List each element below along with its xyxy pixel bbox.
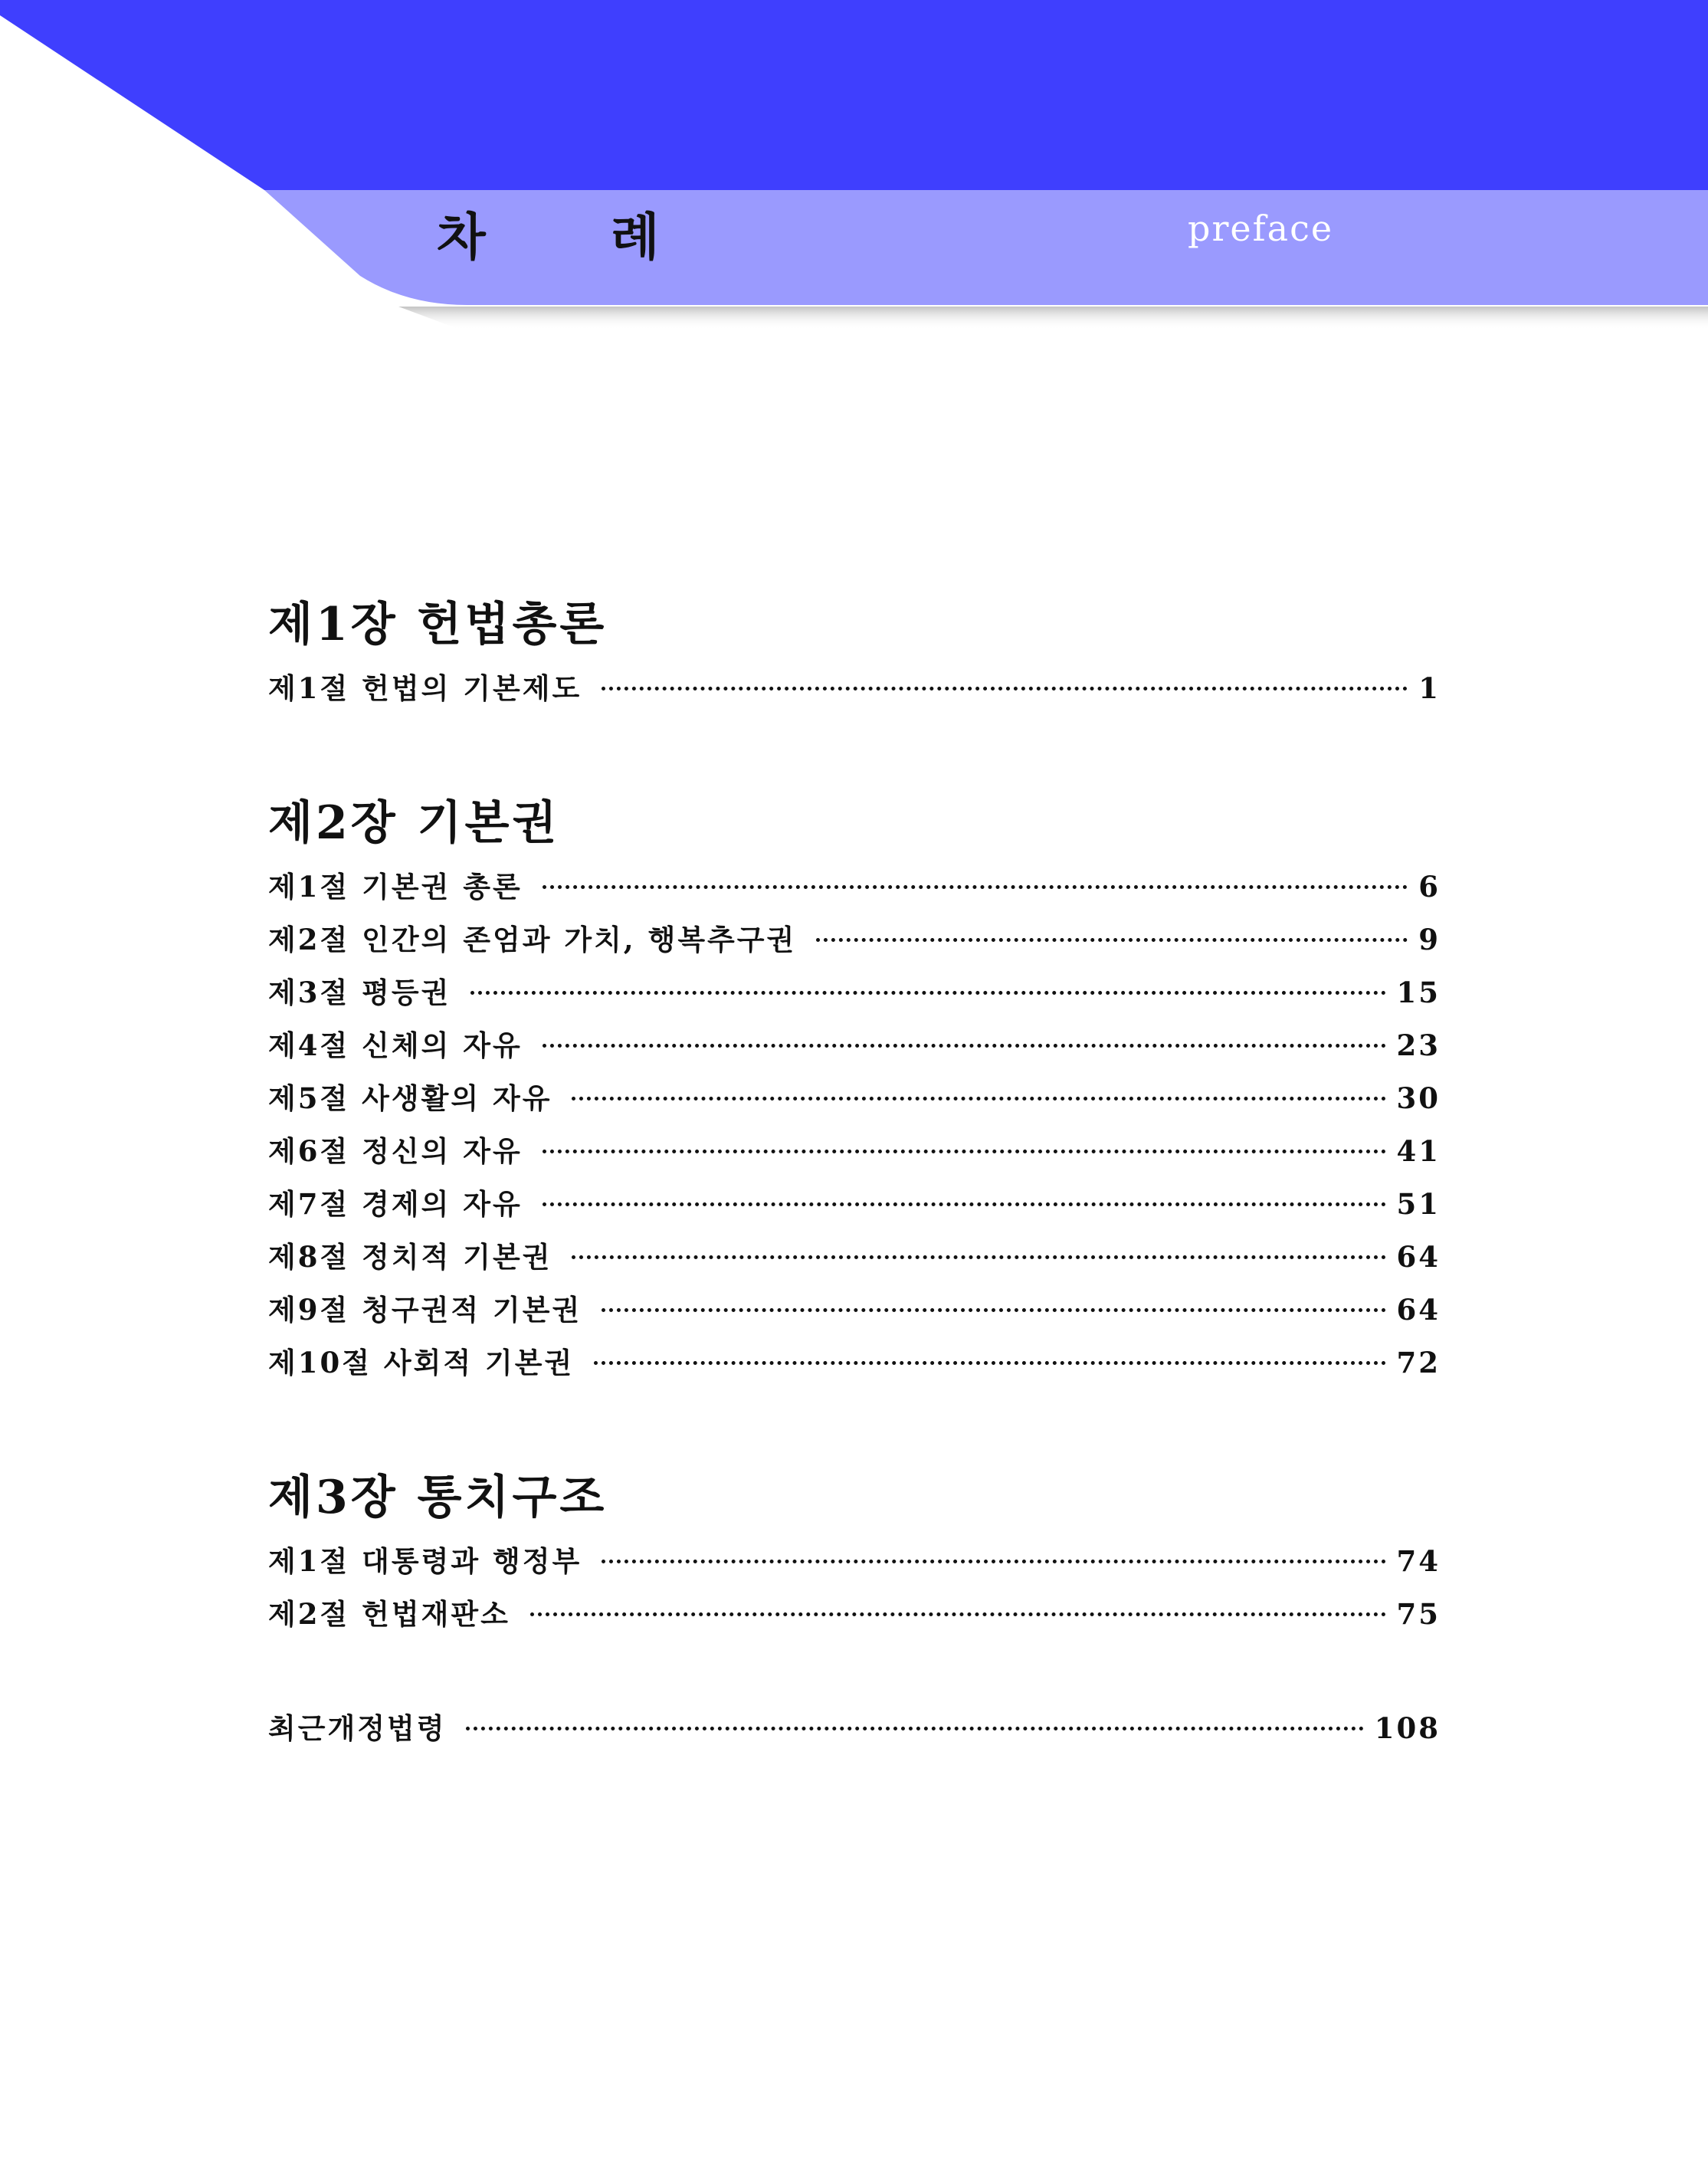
chapter-title[interactable]: 제2장 기본권 [268, 796, 560, 850]
toc-entry[interactable] [268, 1340, 1441, 1392]
toc-entry[interactable] [268, 1234, 1441, 1287]
entry-label: 제1절 기본권 총론 [268, 870, 523, 904]
page-number: 74 [1396, 1544, 1441, 1578]
page-number: 51 [1396, 1187, 1441, 1221]
entry-label: 제3절 평등권 [268, 976, 451, 1009]
dot-leader [543, 1044, 1386, 1048]
toc-entry[interactable] [268, 1128, 1441, 1181]
page-header [0, 0, 1708, 337]
toc-entry[interactable] [268, 665, 1441, 718]
table-of-contents [268, 590, 1441, 1758]
dot-leader [470, 991, 1385, 995]
dot-leader [543, 1202, 1386, 1206]
entry-label: 제2절 헌법재판소 [268, 1597, 510, 1631]
entry-label: 제4절 신체의 자유 [268, 1028, 523, 1062]
page-number: 9 [1418, 923, 1441, 956]
page-number: 41 [1396, 1134, 1441, 1168]
dot-leader [572, 1255, 1385, 1259]
toc-appendix-entry[interactable] [268, 1705, 1441, 1758]
dot-leader [602, 687, 1408, 691]
page-number: 1 [1418, 671, 1441, 705]
page-subtitle: preface [1188, 208, 1334, 249]
entry-label: 제8절 정치적 기본권 [268, 1240, 552, 1274]
entry-label: 제1절 헌법의 기본제도 [268, 671, 582, 705]
entry-label: 제9절 청구권적 기본권 [268, 1293, 582, 1327]
entry-label: 제5절 사생활의 자유 [268, 1081, 552, 1115]
dot-leader [543, 1150, 1386, 1153]
dot-leader [602, 1560, 1385, 1563]
page-number: 72 [1396, 1346, 1441, 1379]
page-number: 6 [1418, 870, 1441, 904]
toc-entry[interactable] [268, 1075, 1441, 1128]
dot-leader [816, 938, 1408, 942]
entry-label: 제2절 인간의 존엄과 가치, 행복추구권 [268, 923, 797, 956]
dot-leader [530, 1612, 1386, 1616]
page-title: 차 례 [437, 208, 713, 267]
page-number: 30 [1396, 1081, 1441, 1115]
toc-chapter [268, 1463, 1441, 1644]
dot-leader [594, 1361, 1385, 1365]
page-number: 108 [1374, 1711, 1441, 1745]
toc-entry[interactable] [268, 969, 1441, 1022]
page-number: 23 [1396, 1028, 1441, 1062]
header-band [0, 0, 1708, 337]
chapter-title[interactable]: 제3장 통치구조 [268, 1471, 608, 1524]
toc-chapter [268, 590, 1441, 718]
entry-label: 제10절 사회적 기본권 [268, 1346, 575, 1379]
entry-label: 제7절 경제의 자유 [268, 1187, 523, 1221]
dot-leader [602, 1308, 1385, 1312]
toc-entry[interactable] [268, 1538, 1441, 1591]
entry-label: 제1절 대통령과 행정부 [268, 1544, 582, 1578]
toc-entry[interactable] [268, 1591, 1441, 1644]
entry-label: 제6절 정신의 자유 [268, 1134, 523, 1168]
page-number: 64 [1396, 1293, 1441, 1327]
toc-entry[interactable] [268, 1181, 1441, 1234]
page-number: 64 [1396, 1240, 1441, 1274]
dot-leader [466, 1727, 1363, 1730]
toc-entry[interactable] [268, 1022, 1441, 1075]
chapter-title[interactable]: 제1장 헌법총론 [268, 598, 608, 651]
toc-entry[interactable] [268, 917, 1441, 969]
page-number: 15 [1396, 976, 1441, 1009]
toc-entry[interactable] [268, 1287, 1441, 1340]
toc-entry[interactable] [268, 864, 1441, 917]
entry-label: 최근개정법령 [268, 1711, 447, 1745]
page-number: 75 [1396, 1597, 1441, 1631]
dot-leader [543, 885, 1408, 889]
toc-chapter [268, 789, 1441, 1392]
dot-leader [572, 1097, 1385, 1101]
